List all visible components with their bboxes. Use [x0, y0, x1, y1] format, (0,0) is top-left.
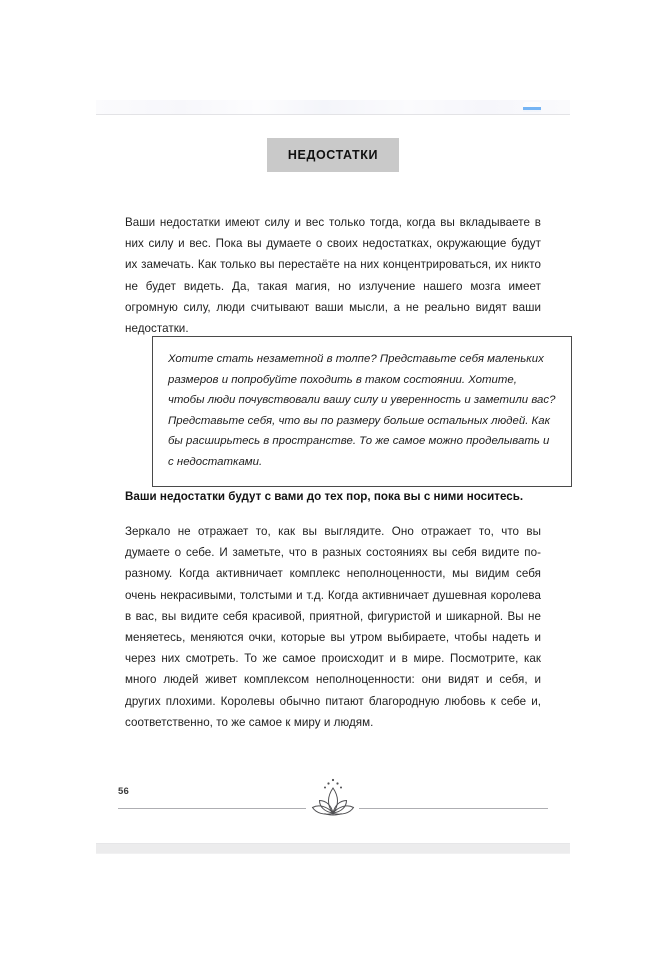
- footer-rule-left: [118, 808, 306, 809]
- viewer-top-divider: [96, 114, 570, 115]
- page-number: 56: [118, 786, 129, 797]
- page-title-container: [96, 138, 570, 172]
- viewer-bottom-band: [96, 843, 570, 854]
- page-title: НЕДОСТАТКИ: [267, 138, 399, 172]
- bold-statement: Ваши недостатки будут с вами до тех пор, пока вы с ними носитесь.: [125, 490, 524, 503]
- lotus-flower-icon: [303, 775, 363, 823]
- footer-rule-right: [359, 808, 548, 809]
- callout-box: [152, 336, 572, 487]
- tail-paragraph: Зеркало не отражает то, как вы выглядите. Оно отражает то, что вы думаете о себе. И заметьте, что в разных состояниях вы себя видите по-разному. Когда активничает комплекс неполноценности, мы видим себя очень некрасивыми, толстыми и т.д. Когда активничает душевная королева в вас, вы видите себя красивой, приятной, фигуристой и шикарной. Вы не меняетесь, меняются очки, которые вы утром выбираете, чтобы надеть и через них смотреть. То же самое происходит и в мире. Посмотрите, как много людей живет комплексом неполноценности: они видят и себя, и других плохими. Королевы обычно питают благородную любовь к себе и, соответственно, то же самое к миру и людям.: [125, 525, 541, 729]
- viewer-top-band: [96, 100, 570, 114]
- document-page: [96, 118, 570, 840]
- callout-paragraph-2: Представьте себя, что вы по размеру больше остальных людей. Как бы расширьтесь в пространстве. То же самое можно проделывать и с недостатками.: [168, 414, 551, 468]
- lead-paragraph: Ваши недостатки имеют силу и вес только тогда, когда вы вкладываете в них силу и вес. Пока вы думаете о своих недостатках, окружающие будут их замечать. Как только вы перестаёте на них концентрироваться, их никто не будет видеть. Да, такая магия, но излучение нашего мозга имеет огромную силу, люди считывают ваши мысли, а не реально видят ваши недостатки.: [125, 216, 541, 336]
- callout-paragraph-1: Хотите стать незаметной в толпе? Представьте себя маленьких размеров и попробуйте походить в таком состоянии. Хотите, чтобы люди почувствовали вашу силу и уверенность и заметили вас?: [168, 353, 556, 407]
- page-marker-icon[interactable]: [523, 102, 541, 112]
- page-footer: [96, 772, 570, 840]
